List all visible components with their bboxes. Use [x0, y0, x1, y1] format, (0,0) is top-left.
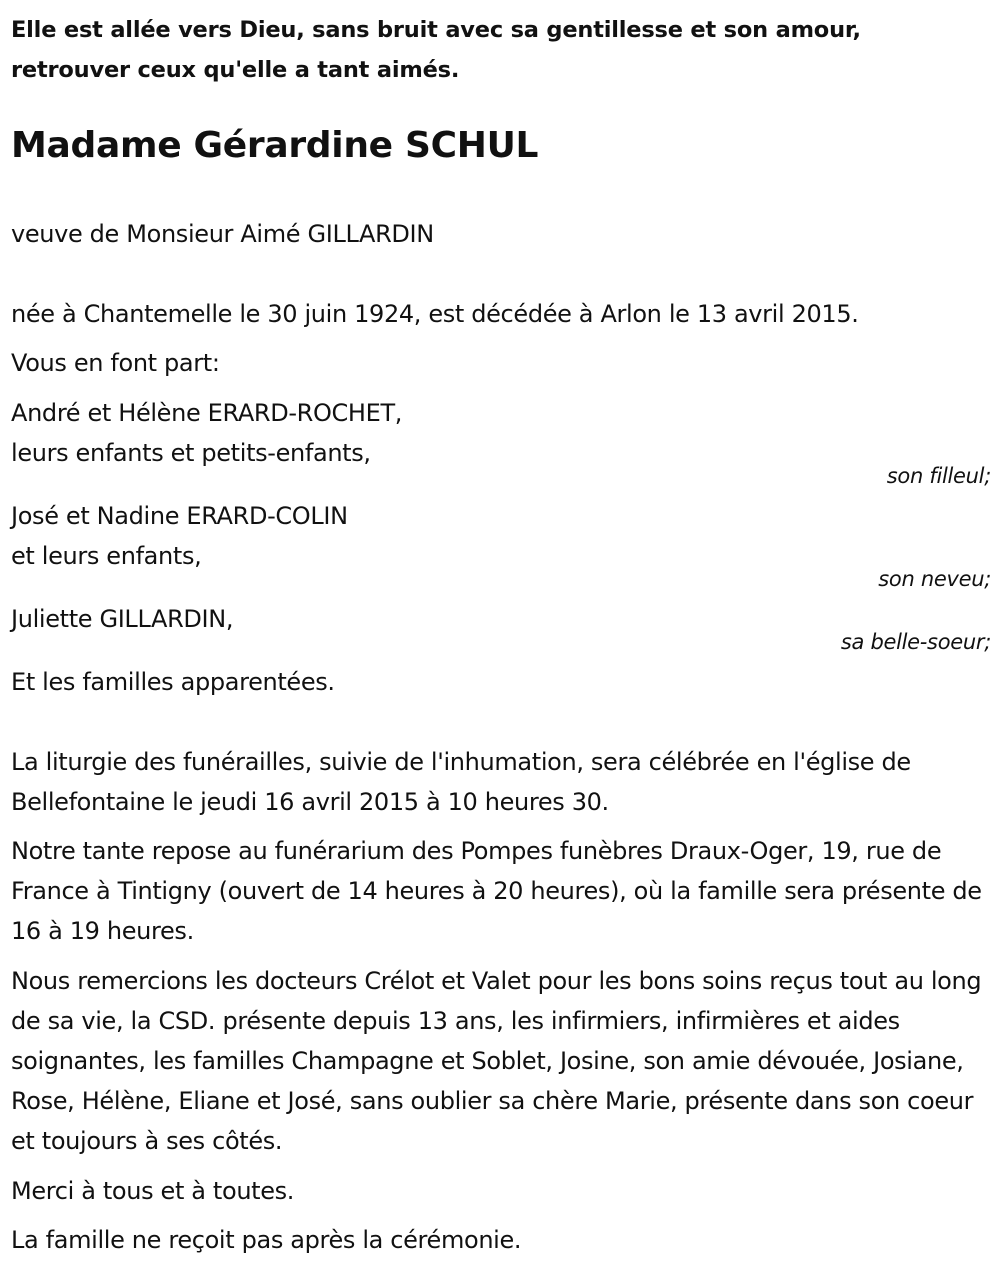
epitaph-quote	[11, 10, 991, 90]
deceased-name: Madame Gérardine SCHUL	[11, 125, 539, 166]
family-1-line-1: André et Hélène ERARD-ROCHET,	[11, 399, 403, 427]
family-2-relation: son neveu;	[878, 567, 991, 591]
no-reception-line: La famille ne reçoit pas après la cérémonie.	[11, 1226, 522, 1254]
family-2-line-1: José et Nadine ERARD-COLIN	[11, 502, 348, 530]
birth-death-info: née à Chantemelle le 30 juin 1924, est décédée à Arlon le 13 avril 2015.	[11, 300, 859, 328]
family-1-relation: son filleul;	[886, 464, 991, 488]
merci-line: Merci à tous et à toutes.	[11, 1177, 295, 1205]
thanks-paragraph: Nous remercions les docteurs Crélot et Valet pour les bons soins reçus tout au long de sa vie, la CSD. présente depuis 13 ans, les infirmiers, infirmières et aides soignantes, les familles Champagne et Soblet, Josine, son amie dévouée, Josiane, Rose, Hélène, Eliane et José, sans oublier sa chère Marie, présente dans son coeur et toujours à ses côtés.	[11, 967, 982, 1155]
funeral-home-info: Notre tante repose au funérarium des Pompes funèbres Draux-Oger, 19, rue de France à Tintigny (ouvert de 14 heures à 20 heures), où la famille sera présente de 16 à 19 heures.	[11, 837, 982, 945]
family-2-line-2: et leurs enfants,	[11, 542, 202, 570]
widow-of: veuve de Monsieur Aimé GILLARDIN	[11, 220, 434, 248]
announcers-intro: Vous en font part:	[11, 349, 220, 377]
family-3-relation: sa belle-soeur;	[840, 630, 991, 654]
epitaph-line-1: Elle est allée vers Dieu, sans bruit avec sa gentillesse et son amour,	[11, 17, 861, 43]
family-1-line-2: leurs enfants et petits-enfants,	[11, 439, 371, 467]
funeral-service-info: La liturgie des funérailles, suivie de l'inhumation, sera célébrée en l'église de Bellefontaine le jeudi 16 avril 2015 à 10 heures 30.	[11, 748, 911, 816]
epitaph-line-2: retrouver ceux qu'elle a tant aimés.	[11, 57, 460, 83]
related-families: Et les familles apparentées.	[11, 668, 335, 696]
family-3-line-1: Juliette GILLARDIN,	[11, 605, 234, 633]
